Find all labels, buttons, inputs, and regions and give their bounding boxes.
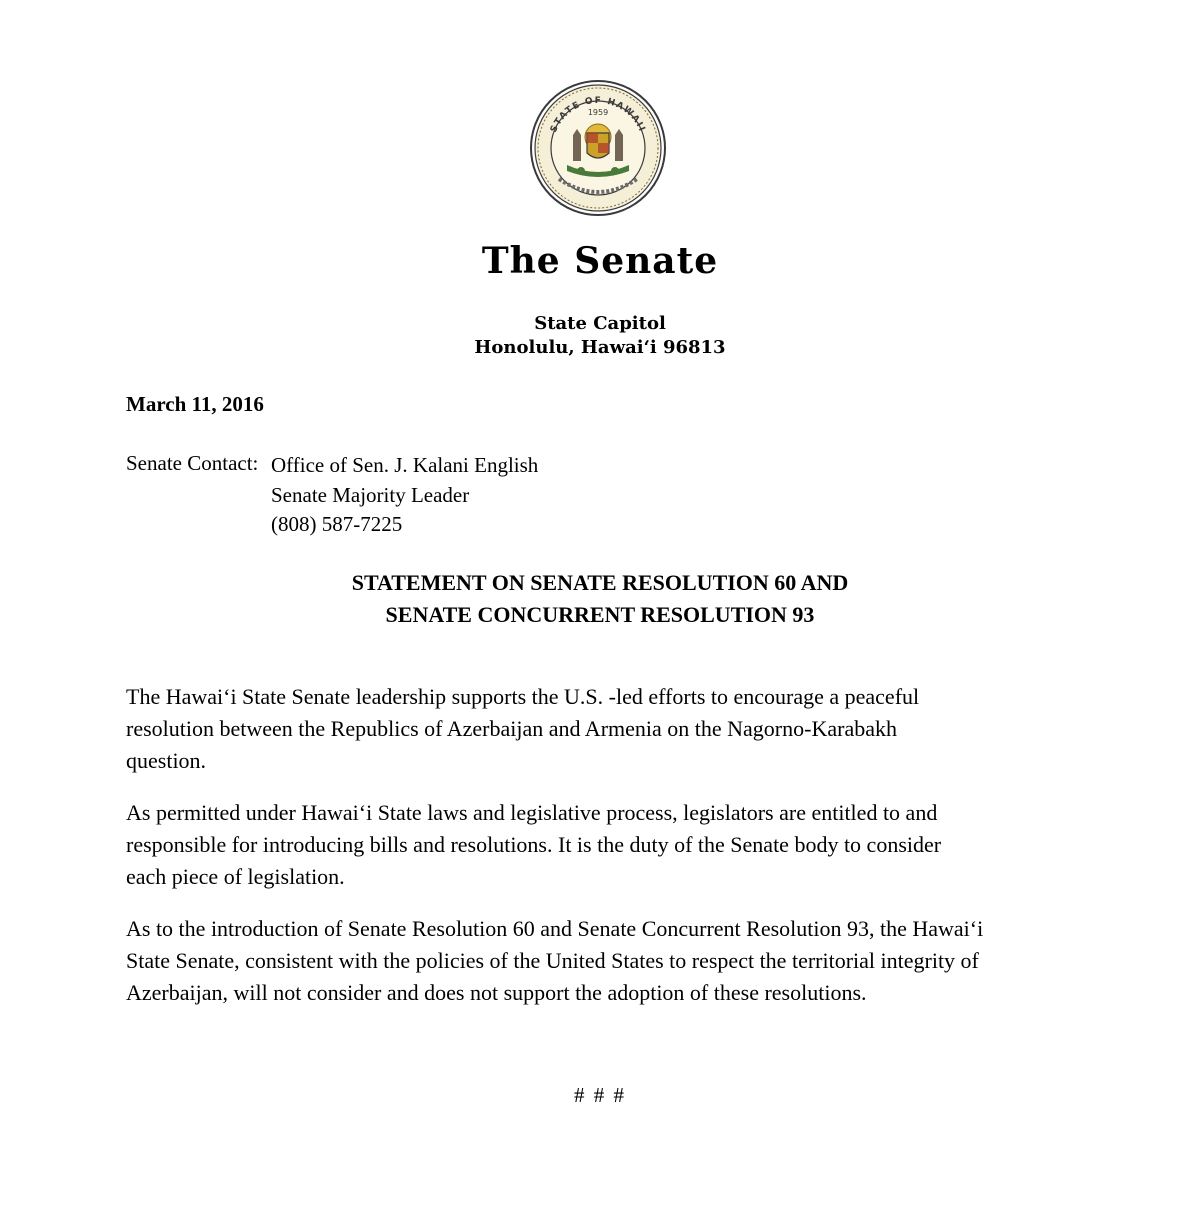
hawaii-seal-icon <box>529 79 667 217</box>
paragraph <box>126 797 1086 893</box>
contact-label: Senate Contact: <box>126 451 259 475</box>
statement-headline <box>0 567 1200 631</box>
paragraph-line: As permitted under Hawai‘i State laws and legislative process, legislators are entitled to and <box>126 800 938 825</box>
seal-year: 1959 <box>587 108 609 117</box>
paragraph-line: The Hawai‘i State Senate leadership supports the U.S. -led efforts to encourage a peaceful <box>126 684 920 709</box>
paragraph-line: each piece of legislation. <box>126 864 345 889</box>
seal-top-text: STATE OF HAWAII <box>549 95 647 135</box>
contact-info <box>271 451 538 540</box>
state-seal <box>529 79 667 217</box>
paragraph-line: question. <box>126 748 207 773</box>
release-date: March 11, 2016 <box>126 392 264 416</box>
letterhead-address-line1: State Capitol <box>534 313 666 334</box>
contact-title: Senate Majority Leader <box>271 482 470 507</box>
contact-phone: (808) 587-7225 <box>271 512 403 536</box>
headline-line: SENATE CONCURRENT RESOLUTION 93 <box>385 602 815 627</box>
paragraph-line: State Senate, consistent with the policies of the United States to respect the territorial integrity of <box>126 948 979 973</box>
end-mark: # # # <box>574 1083 626 1107</box>
headline-line: STATEMENT ON SENATE RESOLUTION 60 AND <box>351 570 849 595</box>
letterhead-address-line2: Honolulu, Hawai‘i 96813 <box>474 337 726 358</box>
paragraph-line: resolution between the Republics of Azerbaijan and Armenia on the Nagorno-Karabakh <box>126 716 897 741</box>
letterhead-title: The Senate <box>481 240 719 282</box>
paragraph-line: Azerbaijan, will not consider and does not support the adoption of these resolutions. <box>126 980 867 1005</box>
paragraph-line: responsible for introducing bills and resolutions. It is the duty of the Senate body to consider <box>126 832 942 857</box>
paragraph <box>126 913 1086 1009</box>
paragraph <box>126 681 1086 777</box>
contact-office: Office of Sen. J. Kalani English <box>271 453 539 477</box>
paragraph-line: As to the introduction of Senate Resolution 60 and Senate Concurrent Resolution 93, the Hawai‘i <box>126 916 984 941</box>
